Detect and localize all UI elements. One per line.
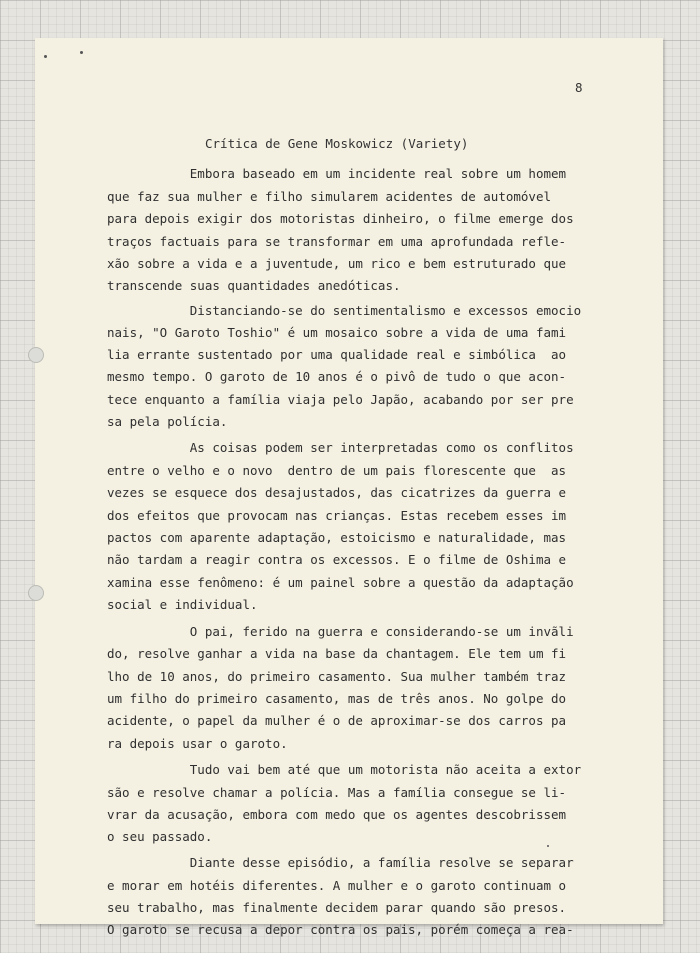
text-line: nais, "O Garoto Toshio" é um mosaico sobre a vida de uma fami xyxy=(107,325,567,340)
text-line: que faz sua mulher e filho simularem acidentes de automóvel xyxy=(107,189,552,204)
text-line: O garoto se recusa a depor contra os pais, porém começa a rea- xyxy=(107,922,574,937)
punch-hole xyxy=(28,585,44,601)
text-line: O pai, ferido na guerra e considerando-se um invãli xyxy=(107,624,574,639)
text-line: traços factuais para se transformar em uma aprofundada refle- xyxy=(107,234,567,249)
text-line: dos efeitos que provocam nas crianças. Estas recebem esses im xyxy=(107,508,567,523)
text-line: para depois exigir dos motoristas dinheiro, o filme emerge dos xyxy=(107,211,574,226)
text-line: transcende suas quantidades anedóticas. xyxy=(107,278,401,293)
page-number: 8 xyxy=(575,80,583,95)
text-line: lho de 10 anos, do primeiro casamento. Sua mulher também traz xyxy=(107,669,567,684)
text-line: xamina esse fenômeno: é um painel sobre a questão da adaptação xyxy=(107,575,574,590)
text-line: social e individual. xyxy=(107,597,258,612)
text-line: Distanciando-se do sentimentalismo e excessos emocio xyxy=(107,303,582,318)
text-line: mesmo tempo. O garoto de 10 anos é o pivô de tudo o que acon- xyxy=(107,369,567,384)
text-line: vrar da acusação, embora com medo que os agentes descobrissem xyxy=(107,807,567,822)
text-line: vezes se esquece dos desajustados, das cicatrizes da guerra e xyxy=(107,485,567,500)
text-line: acidente, o papel da mulher é o de aproximar-se dos carros pa xyxy=(107,713,567,728)
ink-dot xyxy=(44,55,47,58)
text-line: xão sobre a vida e a juventude, um rico e bem estruturado que xyxy=(107,256,567,271)
text-line: seu trabalho, mas finalmente decidem parar quando são presos. xyxy=(107,900,567,915)
page-title: Crítica de Gene Moskowicz (Variety) xyxy=(205,136,469,151)
text-line: do, resolve ganhar a vida na base da chantagem. Ele tem um fi xyxy=(107,646,567,661)
text-line: As coisas podem ser interpretadas como os conflitos xyxy=(107,440,574,455)
text-line: um filho do primeiro casamento, mas de três anos. No golpe do xyxy=(107,691,567,706)
text-line: tece enquanto a família viaja pelo Japão, acabando por ser pre xyxy=(107,392,574,407)
text-line: pactos com aparente adaptação, estoicismo e naturalidade, mas xyxy=(107,530,567,545)
punch-hole xyxy=(28,347,44,363)
text-line: não tardam a reagir contra os excessos. E o filme de Oshima e xyxy=(107,552,567,567)
text-line: sa pela polícia. xyxy=(107,414,228,429)
text-line: o seu passado. xyxy=(107,829,213,844)
text-line: ra depois usar o garoto. xyxy=(107,736,288,751)
ink-dot xyxy=(547,845,549,847)
text-line: Diante desse episódio, a família resolve se separar xyxy=(107,855,574,870)
text-line: entre o velho e o novo dentro de um pais florescente que as xyxy=(107,463,567,478)
text-line: são e resolve chamar a polícia. Mas a família consegue se li- xyxy=(107,785,567,800)
text-line: Tudo vai bem até que um motorista não aceita a extor xyxy=(107,762,582,777)
ink-dot xyxy=(80,51,83,54)
text-line: e morar em hotéis diferentes. A mulher e o garoto continuam o xyxy=(107,878,567,893)
text-line: lia errante sustentado por uma qualidade real e simbólica ao xyxy=(107,347,567,362)
text-line: Embora baseado em um incidente real sobre um homem xyxy=(107,166,567,181)
